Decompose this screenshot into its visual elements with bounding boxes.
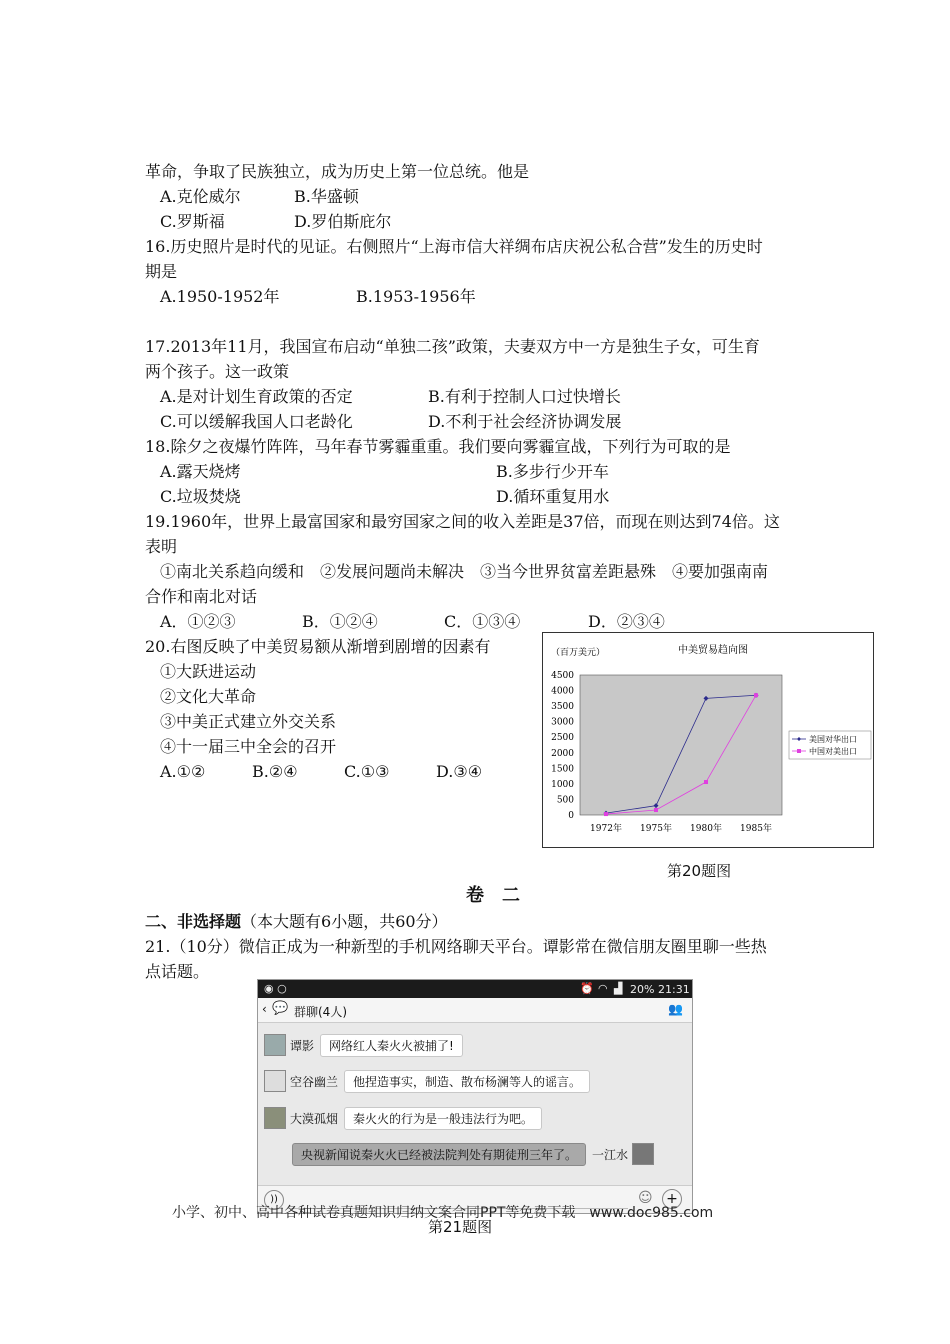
q20-item-4: ④十一届三中全会的召开 [160,737,337,756]
avatar [264,1070,286,1092]
q15-option-b: B.华盛顿 [294,187,359,206]
chart-title: 中美贸易趋向图 [678,645,748,656]
avatar [632,1143,654,1165]
q19-option-a: A．①②③ [160,612,236,631]
q18-option-d: D.循环重复用水 [496,487,610,506]
q16-option-a: A.1950-1952年 [160,287,280,306]
q21-line2: 点话题。 [145,962,210,981]
q15-option-c: C.罗斯福 [160,212,225,231]
q17-line2: 两个孩子。这一政策 [145,362,290,381]
q18-option-b: B.多步行少开车 [496,462,609,481]
message-bubble: 秦火火的行为是一般违法行为吧。 [344,1107,542,1130]
q15-option-a: A.克伦威尔 [160,187,241,206]
alarm-icon: ⏰ [580,982,594,995]
q17-option-b: B.有利于控制人口过快增长 [428,387,621,406]
y-tick-label: 4500 [551,671,574,681]
q16-line1: 16.历史照片是时代的见证。右侧照片“上海市信大祥绸布店庆祝公私合营”发生的历史时 [145,237,763,256]
section-heading: 二、非选择题 [145,912,242,931]
x-tick-label: 1985年 [740,824,772,834]
y-tick-label: 2500 [551,733,574,744]
wifi-icon: ◠ [598,982,608,995]
status-time: 21:31 [658,983,690,996]
legend-label: 美国对华出口 [809,735,857,744]
q20-option-d: D.③④ [436,762,483,781]
y-tick-label: 1000 [551,779,574,790]
message-sender: 谭影 [290,1038,315,1053]
q20-item-1: ①大跃进运动 [160,662,257,681]
q20-option-b: B.②④ [252,762,298,781]
q19-option-b: B．①②④ [302,612,378,631]
data-point [754,693,758,697]
footer-text: 小学、初中、高中各种试卷真题知识归纳文案合同PPT等免费下载 www.doc985.com [172,1205,714,1221]
q20-option-c: C.①③ [344,762,390,781]
q19-items: ①南北关系趋向缓和 ②发展问题尚未解决 ③当今世界贫富差距悬殊 ④要加强南南 [160,562,769,581]
message-4 [292,1142,654,1166]
legend-marker [797,749,801,753]
chart-unit-label: （百万美元） [551,648,606,658]
q15-option-d: D.罗伯斯庇尔 [294,212,392,231]
section-note: （本大题有6小题，共60分） [241,912,448,931]
q19-option-c: C．①③④ [444,612,521,631]
y-tick-label: 2000 [551,748,574,759]
avatar [264,1107,286,1129]
status-icons-left: ◉ ○ [264,982,287,995]
x-tick-label: 1975年 [640,824,672,834]
members-icon[interactable]: 👥 [668,1002,683,1016]
q15-tail: 革命，争取了民族独立，成为历史上第一位总统。他是 [145,162,530,181]
y-tick-label: 3000 [551,717,574,728]
message-sender: 一江水 [592,1147,629,1162]
q17-option-d: D.不利于社会经济协调发展 [428,412,622,431]
q20-caption: 第20题图 [667,862,732,880]
y-tick-label: 500 [556,795,574,806]
q21-caption: 第21题图 [428,1218,493,1236]
message-sender: 空谷幽兰 [290,1074,339,1089]
q16-option-b: B.1953-1956年 [356,287,476,306]
trade-chart [542,632,874,848]
q20-item-2: ②文化大革命 [160,687,257,706]
q19-line1: 19.1960年，世界上最富国家和最穷国家之间的收入差距是37倍，而现在则达到74倍。这 [145,512,780,531]
message-bubble: 网络红人秦火火被捕了! [320,1034,463,1057]
wechat-logo-icon: 💬 [272,1001,289,1016]
q19-option-d: D．②③④ [588,612,665,631]
section-title: 卷 二 [466,885,520,906]
q18-line1: 18.除夕之夜爆竹阵阵，马年春节雾霾重重。我们要向雾霾宣战，下列行为可取的是 [145,437,731,456]
q20-item-3: ③中美正式建立外交关系 [160,712,337,731]
q17-option-a: A.是对计划生育政策的否定 [160,387,353,406]
add-icon[interactable]: + [662,1189,682,1209]
chat-title-bar [258,998,692,1023]
trade-chart-svg [543,633,873,847]
battery-level: 20% [630,983,655,996]
chat-title: 群聊(4人) [294,1005,347,1019]
wechat-screenshot [257,979,693,1214]
y-tick-label: 0 [568,811,574,821]
voice-icon[interactable]: )) [264,1190,284,1210]
legend-label: 中国对美出口 [809,747,857,756]
message-3 [264,1106,542,1130]
x-tick-label: 1972年 [590,824,622,834]
q20-option-a: A.①② [160,762,206,781]
y-tick-label: 1500 [551,764,574,775]
back-icon[interactable]: ‹ [262,1002,267,1016]
x-tick-label: 1980年 [690,824,722,834]
y-tick-label: 3500 [551,702,574,713]
data-point [654,808,658,812]
signal-icon: ▟ [614,982,623,995]
message-bubble: 他捏造事实，制造、散布杨澜等人的谣言。 [344,1070,590,1093]
y-tick-label: 4000 [551,686,574,697]
emoji-icon[interactable]: ☺ [638,1190,653,1206]
q20-line1: 20.右图反映了中美贸易额从渐增到剧增的因素有 [145,637,491,656]
data-point [604,812,608,816]
message-sender: 大漠孤烟 [290,1111,339,1126]
q19-line2: 表明 [145,537,178,556]
q16-line2: 期是 [145,262,178,281]
data-point [704,780,708,784]
avatar [264,1034,286,1056]
status-bar [258,980,692,998]
q18-option-c: C.垃圾焚烧 [160,487,241,506]
message-1 [264,1033,463,1057]
message-bubble: 央视新闻说秦火火已经被法院判处有期徒刑三年了。 [292,1143,586,1166]
q17-option-c: C.可以缓解我国人口老龄化 [160,412,353,431]
q18-option-a: A.露天烧烤 [160,462,241,481]
message-2 [264,1069,590,1093]
q21-line1: 21.（10分）微信正成为一种新型的手机网络聊天平台。谭影常在微信朋友圈里聊一些热 [145,937,767,956]
q17-line1: 17.2013年11月，我国宣布启动“单独二孩”政策，夫妻双方中一方是独生子女，可生育 [145,337,760,356]
q19-items2: 合作和南北对话 [145,587,258,606]
plot-area [580,675,782,815]
